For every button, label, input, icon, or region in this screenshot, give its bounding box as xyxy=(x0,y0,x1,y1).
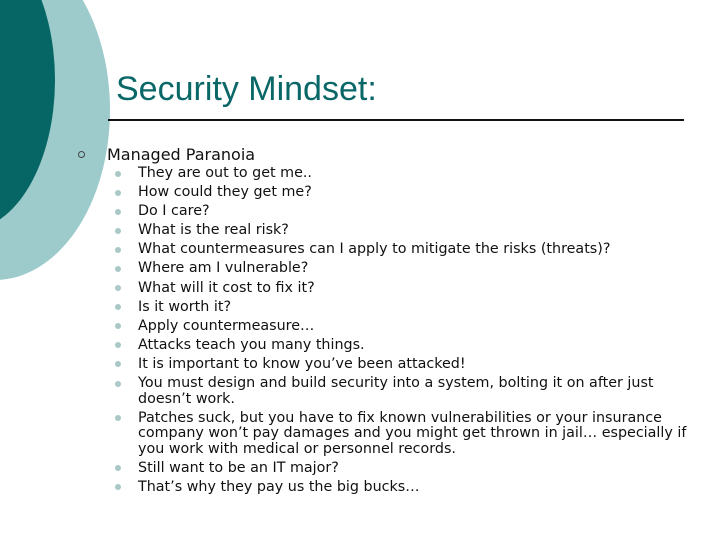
sub-bullet-text: Do I care? xyxy=(138,203,210,220)
sub-bullet-item xyxy=(113,261,698,277)
hollow-circle-bullet-icon xyxy=(78,151,85,158)
sub-bullet-text: You must design and build security into a system, bolting it on after just doesn’t work. xyxy=(138,375,654,407)
slide-title: Security Mindset: xyxy=(116,70,377,108)
sub-bullet-item xyxy=(113,223,698,239)
sub-bullet-item xyxy=(113,357,698,373)
sub-bullet-item xyxy=(113,411,698,458)
sub-bullet-text: What countermeasures can I apply to mitigate the risks (threats)? xyxy=(138,241,611,258)
dot-bullet-icon xyxy=(115,190,121,196)
sub-bullet-item xyxy=(113,185,698,201)
dot-bullet-icon xyxy=(115,171,121,177)
sub-bullet-item xyxy=(113,281,698,297)
sub-bullet-item xyxy=(113,480,698,496)
sub-bullet-text: What is the real risk? xyxy=(138,222,289,239)
dot-bullet-icon xyxy=(115,209,121,215)
sub-bullet-text: That’s why they pay us the big bucks… xyxy=(138,478,420,495)
sub-bullet-text: Where am I vulnerable? xyxy=(138,260,309,277)
sub-bullet-item xyxy=(113,319,698,335)
dot-bullet-icon xyxy=(115,266,121,272)
sub-bullet-text: Attacks teach you many things. xyxy=(138,336,365,353)
sub-bullet-text: Patches suck, but you have to fix known vulnerabilities or your insurance company won’t pay damages and you might get thrown in jail… especially if you work with medical or personnel records. xyxy=(138,409,687,457)
sub-bullet-item xyxy=(113,338,698,354)
dot-bullet-icon xyxy=(115,415,121,421)
sub-bullet-text: They are out to get me.. xyxy=(138,165,312,181)
sub-bullet-text: Apply countermeasure… xyxy=(138,317,315,334)
sub-bullet-text: Is it worth it? xyxy=(138,298,232,315)
sub-bullet-text: Still want to be an IT major? xyxy=(138,459,339,476)
dot-bullet-icon xyxy=(115,342,121,348)
main-bullet-text: Managed Paranoia xyxy=(107,145,256,164)
dot-bullet-icon xyxy=(115,465,121,471)
sub-bullet-item xyxy=(113,376,698,407)
dot-bullet-icon xyxy=(115,484,121,490)
dot-bullet-icon xyxy=(115,304,121,310)
sub-bullet-item xyxy=(113,166,698,182)
dot-bullet-icon xyxy=(115,323,121,329)
sub-bullet-text: What will it cost to fix it? xyxy=(138,279,315,296)
sub-bullet-text: How could they get me? xyxy=(138,184,312,201)
sub-bullet-item xyxy=(113,204,698,220)
dot-bullet-icon xyxy=(115,285,121,291)
title-underline xyxy=(108,119,684,121)
sub-bullet-item xyxy=(113,242,698,258)
sub-bullet-item xyxy=(113,461,698,477)
dot-bullet-icon xyxy=(115,361,121,367)
dot-bullet-icon xyxy=(115,247,121,253)
sub-bullet-text: It is important to know you’ve been attacked! xyxy=(138,355,466,372)
sub-bullet-item xyxy=(113,300,698,316)
sub-bullet-list xyxy=(113,166,698,499)
dot-bullet-icon xyxy=(115,381,121,387)
dot-bullet-icon xyxy=(115,228,121,234)
